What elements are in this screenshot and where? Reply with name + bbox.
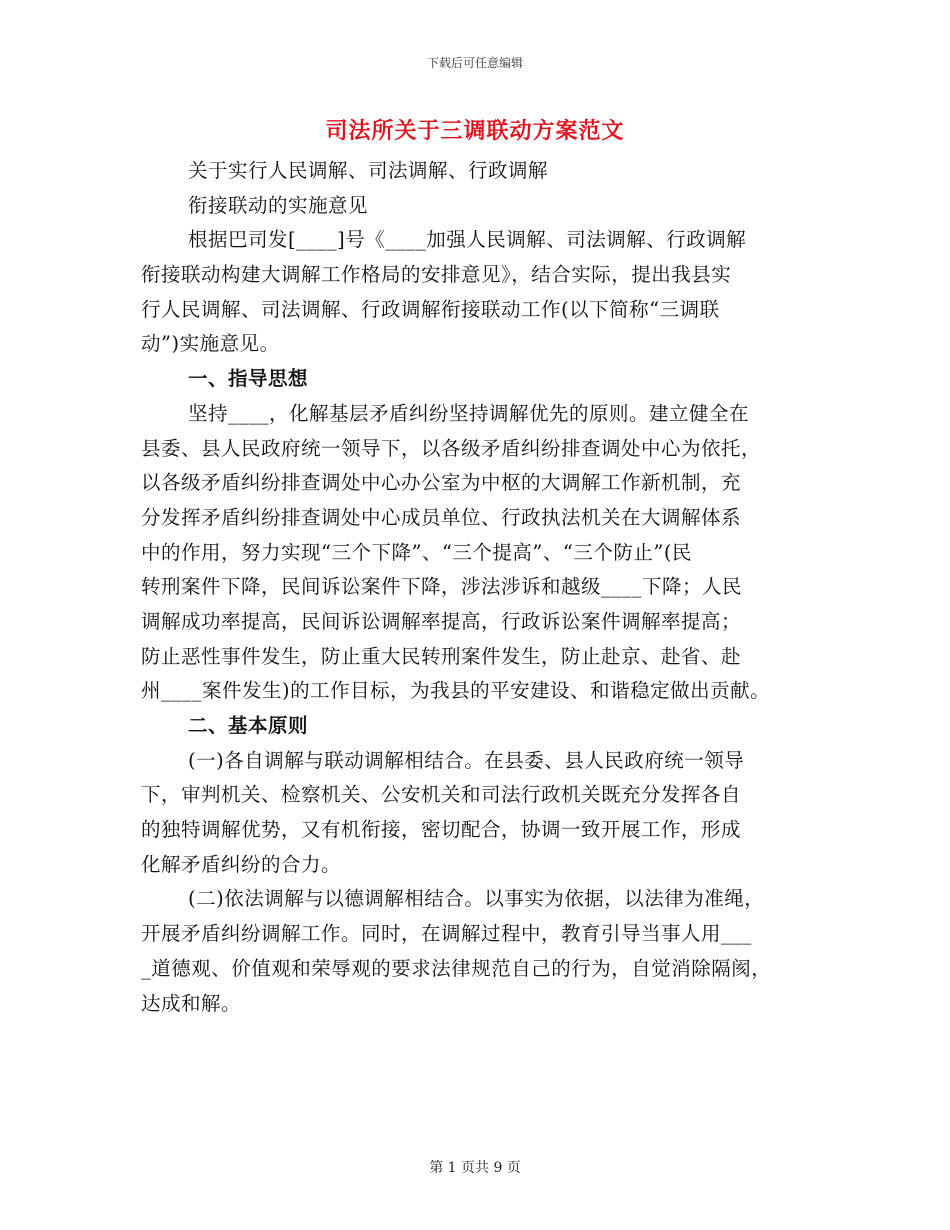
body-line: 以各级矛盾纠纷排查调处中心办公室为中枢的大调解工作新机制，充 (141, 471, 742, 495)
body-line: 达成和解。 (141, 991, 242, 1015)
body-line: 化解矛盾纠纷的合力。 (141, 852, 342, 876)
body-line: 州____案件发生)的工作目标，为我县的平安建设、和谐稳定做出贡献。 (141, 679, 771, 703)
body-line: 中的作用，努力实现“三个下降”、“三个提高”、“三个防止”(民 (141, 540, 692, 564)
body-line: (一)各自调解与联动调解相结合。在县委、县人民政府统一领导 (188, 748, 745, 772)
body-line: 衔接联动构建大调解工作格局的安排意见》，结合实际，提出我县实 (141, 263, 732, 287)
body-line: 分发挥矛盾纠纷排查调处中心成员单位、行政执法机关在大调解体系 (141, 505, 742, 529)
body-line: 防止恶性事件发生，防止重大民转刑案件发生，防止赴京、赴省、赴 (141, 644, 742, 668)
body-line: 根据巴司发[____]号《____加强人民调解、司法调解、行政调解 (188, 228, 747, 252)
section-heading: 一、指导思想 (188, 367, 309, 391)
body-line: 转刑案件下降，民间诉讼案件下降，涉法涉诉和越级____下降；人民 (141, 575, 743, 599)
page-footer: 第 1 页共 9 页 (429, 1160, 521, 1176)
body-line: 动”)实施意见。 (141, 332, 280, 356)
body-line: 调解成功率提高，民间诉讼调解率提高，行政诉讼案件调解率提高； (141, 609, 742, 633)
body-line: 坚持____，化解基层矛盾纠纷坚持调解优先的原则。建立健全在 (188, 401, 750, 425)
body-line: 衔接联动的实施意见 (188, 193, 369, 217)
body-line: 下，审判机关、检察机关、公安机关和司法行政机关既充分发挥各自 (141, 783, 742, 807)
body-line: 关于实行人民调解、司法调解、行政调解 (188, 159, 549, 182)
body-line: 的独特调解优势，又有机衔接，密切配合，协调一致开展工作，形成 (141, 818, 742, 842)
section-heading: 二、基本原则 (188, 714, 309, 737)
body-line: 行人民调解、司法调解、行政调解衔接联动工作(以下简称“三调联 (141, 297, 720, 321)
body-line: 县委、县人民政府统一领导下，以各级矛盾纠纷排查调处中心为依托， (141, 436, 762, 460)
document-title: 司法所关于三调联动方案范文 (325, 118, 625, 144)
document-body (141, 154, 821, 1021)
body-line: _道德观、价值观和荣辱观的要求法律规范自己的行为，自觉消除隔阂， (141, 956, 772, 980)
body-line: (二)依法调解与以德调解相结合。以事实为依据，以法律为准绳， (188, 887, 765, 911)
header-note: 下载后可任意编辑 (426, 56, 523, 70)
body-line: 开展矛盾纠纷调解工作。同时，在调解过程中，教育引导当事人用___ (141, 922, 752, 946)
